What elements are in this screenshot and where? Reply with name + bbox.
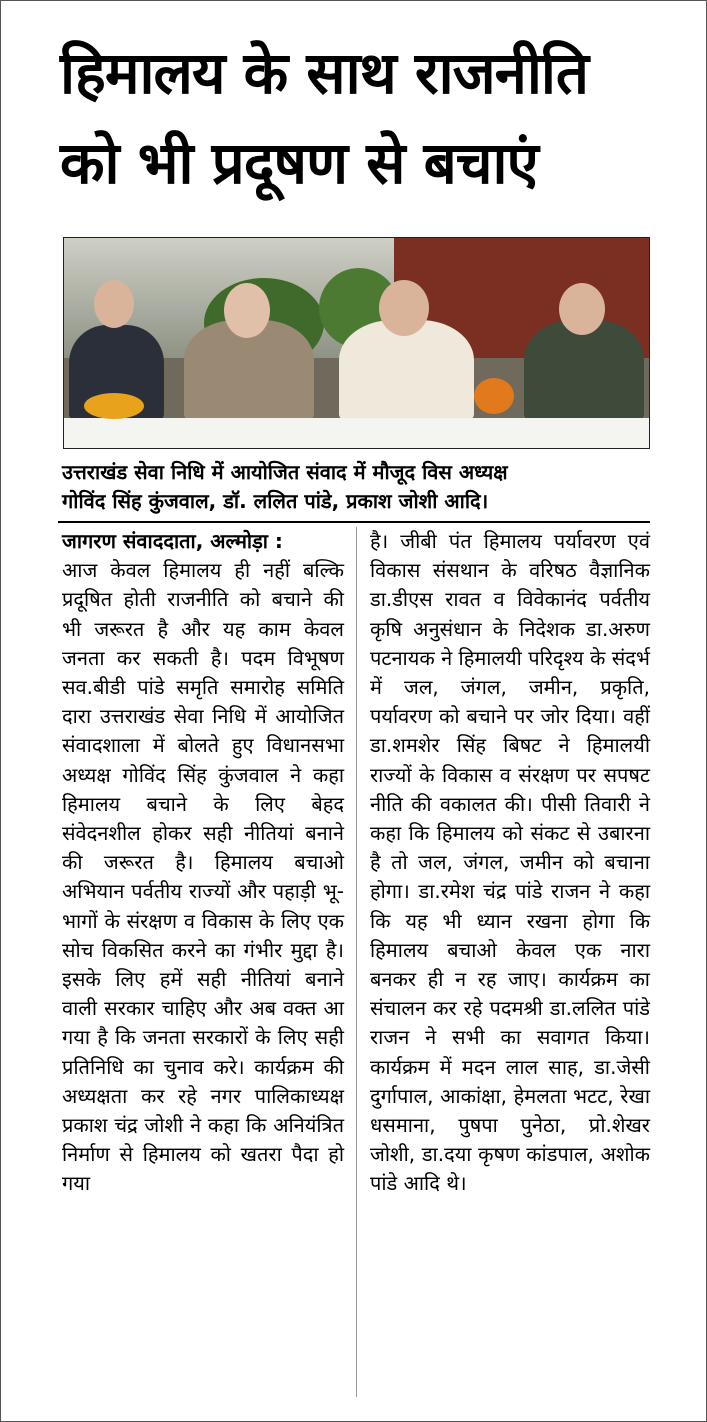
article-column-left	[62, 527, 344, 1199]
headline-line-1: हिमालय के साथ राजनीति	[60, 39, 588, 107]
news-photo	[63, 237, 650, 449]
photo-caption	[62, 458, 662, 516]
photo-person-3-head	[379, 280, 429, 336]
photo-flowers	[474, 378, 514, 414]
caption-line-2: गोविंद सिंह कुंजवाल, डॉ. ललित पांडे, प्रकाश जोशी आदि।	[62, 489, 489, 513]
caption-rule	[58, 521, 650, 523]
photo-person-4-head	[559, 283, 605, 335]
headline-line-2: को भी प्रदूषण से बचाएं	[60, 129, 538, 197]
photo-person-1-head	[94, 280, 134, 328]
caption-line-1: उत्तराखंड सेवा निधि में आयोजित संवाद में मौजूद विस अध्यक्ष	[62, 460, 508, 484]
article-text-right: है। जीबी पंत हिमालय पर्यावरण एवं विकास संसथान के वरिषठ वैज्ञानिक डा.डीएस रावत व विवेकानंद पर्वतीय कृषि अनुसंधान के निदेशक डा.अरुण पटनायक ने हिमालयी परिदृश्य के संदर्भ में जल, जंगल, जमीन, प्रकृति, पर्यावरण को बचाने पर जोर दिया। वहीं डा.शमशेर सिंह बिषट ने हिमालयी राज्यों के विकास व संरक्षण पर सपषट नीति की वकालत की। पीसी तिवारी ने कहा कि हिमालय को संकट से उबारना है तो जल, जंगल, जमीन को बचाना होगा। डा.रमेश चंद्र पांडे राजन ने कहा कि यह भी ध्यान रखना होगा कि हिमालय बचाओ केवल एक नारा बनकर ही न रह जाए। कार्यक्रम का संचालन कर रहे पदमश्री डा.ललित पांडे राजन ने सभी का सवागत किया। कार्यक्रम में मदन लाल साह, डा.जेसी दुर्गापाल, आकांक्षा, हेमलता भटट, रेखा धसमाना, पुषपा पुनेठा, प्रो.शेखर जोशी, डा.दया कृषण कांडपाल, अशोक पांडे आदि थे।	[370, 529, 650, 1196]
photo-table	[64, 418, 649, 448]
byline: जागरण संवाददाता, अल्मोड़ा :	[62, 529, 283, 553]
photo-person-2-head	[224, 283, 270, 338]
column-divider	[356, 527, 357, 1397]
headline	[60, 28, 680, 208]
photo-flowers	[84, 393, 144, 419]
photo-person-4	[524, 320, 644, 420]
article-text-left: आज केवल हिमालय ही नहीं बल्कि प्रदूषित होती राजनीति को बचाने की भी जरूरत है और यह काम केवल जनता कर सकती है। पदम विभूषण सव.बीडी पांडे समृति समारोह समिति दारा उत्तराखंड सेवा निधि में आयोजित संवादशाला में बोलते हुए विधानसभा अध्यक्ष गोविंद सिंह कुंजवाल ने कहा हिमालय बचाने के लिए बेहद संवेदनशील होकर सही नीतियां बनाने की जरूरत है। हिमालय बचाओ अभियान पर्वतीय राज्यों और पहाड़ी भू-भागों के संरक्षण व विकास के लिए एक सोच विकसित करने का गंभीर मुद्दा है। इसके लिए हमें सही नीतियां बनाने वाली सरकार चाहिए और अब वक्त आ गया है कि जनता सरकारों के लिए सही प्रतिनिधि का चुनाव करे। कार्यक्रम की अध्यक्षता कर रहे नगर पालिकाध्यक्ष प्रकाश चंद्र जोशी ने कहा कि अनियंत्रित निर्माण से हिमालय को खतरा पैदा हो गया	[62, 558, 344, 1196]
article-column-right	[370, 527, 650, 1199]
